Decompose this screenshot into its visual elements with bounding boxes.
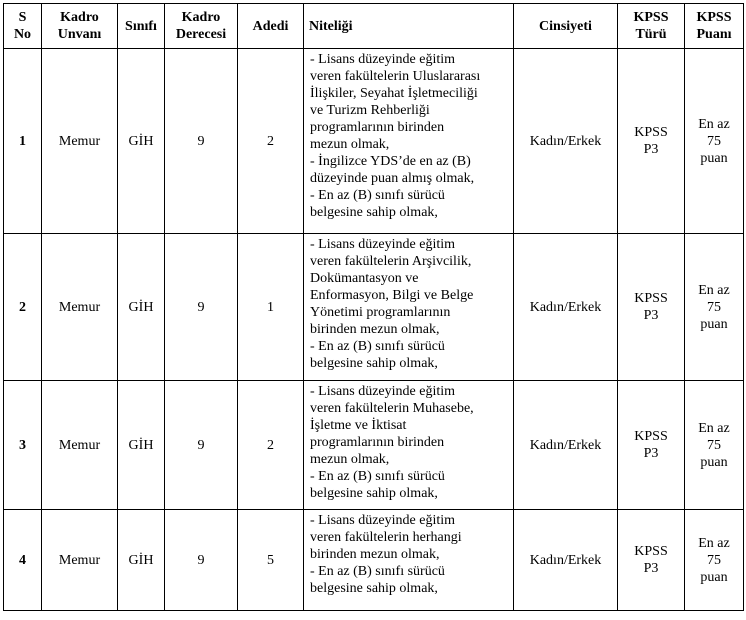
cinsiyeti: Kadın/Erkek (514, 234, 618, 381)
kpss-turu: KPSS P3 (618, 510, 685, 611)
kadro-unvani: Memur (42, 49, 118, 234)
kadro-unvani: Memur (42, 510, 118, 611)
kpss-puani: En az 75 puan (685, 234, 744, 381)
niteligi: - Lisans düzeyinde eğitim veren fakültelerin Muhasebe, İşletme ve İktisat programlarının birinden mezun olmak, - En az (B) sınıfı sürücü belgesine sahip olmak, (304, 381, 514, 510)
header-kpss-puani: KPSS Puanı (685, 4, 744, 49)
row-number: 2 (4, 234, 42, 381)
table-row (4, 49, 744, 234)
header-kpss-turu: KPSS Türü (618, 4, 685, 49)
header-niteligi: Niteliği (304, 4, 514, 49)
row-number: 4 (4, 510, 42, 611)
kadro-unvani: Memur (42, 234, 118, 381)
table-row (4, 234, 744, 381)
header-sinifi: Sınıfı (118, 4, 165, 49)
sinifi: GİH (118, 234, 165, 381)
kpss-turu: KPSS P3 (618, 381, 685, 510)
kpss-turu: KPSS P3 (618, 234, 685, 381)
kpss-puani: En az 75 puan (685, 49, 744, 234)
kadro-derecesi: 9 (165, 381, 238, 510)
kpss-puani: En az 75 puan (685, 381, 744, 510)
header-kadro-unvani: Kadro Unvanı (42, 4, 118, 49)
header-kadro-derecesi: Kadro Derecesi (165, 4, 238, 49)
kpss-turu: KPSS P3 (618, 49, 685, 234)
cinsiyeti: Kadın/Erkek (514, 381, 618, 510)
niteligi: - Lisans düzeyinde eğitim veren fakültelerin Uluslararası İlişkiler, Seyahat İşletmeciliği ve Turizm Rehberliği programlarının birinden mezun olmak, - İngilizce YDS’de en az (B) düzeyinde puan almış olmak, - En az (B) sınıfı sürücü belgesine sahip olmak, (304, 49, 514, 234)
sinifi: GİH (118, 49, 165, 234)
adedi: 2 (238, 381, 304, 510)
niteligi: - Lisans düzeyinde eğitim veren fakültelerin Arşivcilik, Dokümantasyon ve Enformasyon, Bilgi ve Belge Yönetimi programlarının birinden mezun olmak, - En az (B) sınıfı sürücü belgesine sahip olmak, (304, 234, 514, 381)
kpss-puani: En az 75 puan (685, 510, 744, 611)
sinifi: GİH (118, 510, 165, 611)
table-row (4, 510, 744, 611)
kadro-derecesi: 9 (165, 49, 238, 234)
header-row (4, 4, 744, 49)
sinifi: GİH (118, 381, 165, 510)
kadro-derecesi: 9 (165, 234, 238, 381)
adedi: 5 (238, 510, 304, 611)
header-cinsiyeti: Cinsiyeti (514, 4, 618, 49)
niteligi: - Lisans düzeyinde eğitim veren fakültelerin herhangi birinden mezun olmak, - En az (B) sınıfı sürücü belgesine sahip olmak, (304, 510, 514, 611)
kadro-derecesi: 9 (165, 510, 238, 611)
row-number: 1 (4, 49, 42, 234)
header-adedi: Adedi (238, 4, 304, 49)
kadro-table (3, 3, 744, 611)
cinsiyeti: Kadın/Erkek (514, 510, 618, 611)
cinsiyeti: Kadın/Erkek (514, 49, 618, 234)
adedi: 1 (238, 234, 304, 381)
kadro-unvani: Memur (42, 381, 118, 510)
table-row (4, 381, 744, 510)
row-number: 3 (4, 381, 42, 510)
header-sno: S No (4, 4, 42, 49)
adedi: 2 (238, 49, 304, 234)
